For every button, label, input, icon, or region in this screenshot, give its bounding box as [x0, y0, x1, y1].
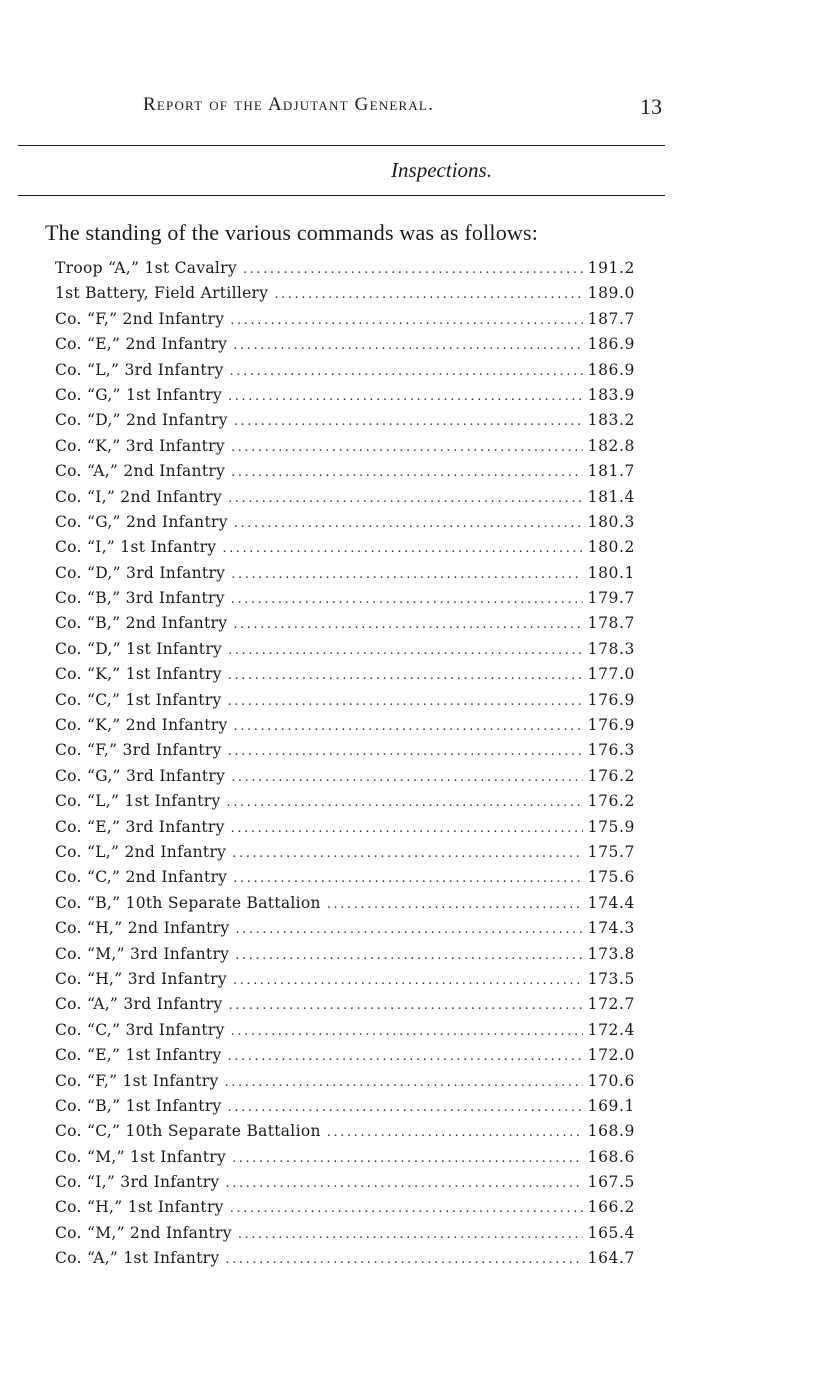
- dot-leader: [231, 460, 583, 485]
- command-score: 172.4: [587, 1020, 635, 1039]
- command-name: Co. “K,” 2nd Infantry: [55, 716, 228, 735]
- running-title: Report of the Adjutant General.: [143, 94, 435, 115]
- dot-leader: [274, 282, 583, 307]
- command-name: Troop “A,” 1st Cavalry: [55, 259, 237, 277]
- command-score: 176.2: [587, 766, 635, 785]
- command-name: Co. “D,” 3rd Infantry: [55, 563, 226, 582]
- command-score: 174.3: [587, 919, 635, 938]
- command-name: Co. “K,” 3rd Infantry: [55, 436, 225, 455]
- list-item: [55, 1246, 635, 1271]
- command-name: Co. “D,” 1st Infantry: [55, 639, 223, 658]
- dot-leader: [228, 689, 583, 714]
- list-item: [55, 408, 635, 433]
- dot-leader: [231, 562, 583, 587]
- dot-leader: [231, 587, 583, 612]
- list-item: [55, 713, 635, 738]
- command-score: 172.7: [587, 995, 635, 1014]
- dot-leader: [222, 536, 583, 561]
- list-item: [55, 688, 635, 713]
- command-name: Co. “C,” 1st Infantry: [55, 690, 222, 709]
- command-name: Co. “A,” 3rd Infantry: [55, 995, 223, 1014]
- list-item: [55, 764, 635, 789]
- command-score: 178.3: [587, 639, 635, 658]
- dot-leader: [234, 409, 583, 434]
- command-name: Co. “C,” 10th Separate Battalion: [55, 1122, 321, 1141]
- command-name: Co. “L,” 1st Infantry: [55, 792, 221, 811]
- dot-leader: [234, 714, 583, 739]
- command-score: 183.2: [587, 411, 635, 430]
- command-score: 181.7: [587, 462, 635, 481]
- command-name: Co. “I,” 3rd Infantry: [55, 1173, 220, 1192]
- command-name: Co. “E,” 1st Infantry: [55, 1046, 222, 1065]
- command-score: 165.4: [587, 1223, 635, 1242]
- standings-list: [55, 256, 635, 1272]
- command-score: 175.6: [587, 868, 635, 887]
- command-score: 179.7: [587, 589, 635, 608]
- list-item: [55, 1221, 635, 1246]
- command-name: Co. “F,” 2nd Infantry: [55, 309, 225, 328]
- command-name: Co. “M,” 2nd Infantry: [55, 1223, 232, 1242]
- command-name: Co. “K,” 1st Infantry: [55, 665, 222, 684]
- command-score: 186.9: [587, 360, 635, 379]
- command-score: 172.0: [587, 1046, 635, 1065]
- command-score: 186.9: [587, 335, 635, 354]
- dot-leader: [230, 359, 583, 384]
- dot-leader: [231, 765, 583, 790]
- dot-leader: [233, 333, 583, 358]
- command-score: 176.9: [587, 690, 635, 709]
- list-item: [55, 611, 635, 636]
- dot-leader: [327, 1120, 583, 1145]
- list-item: [55, 1195, 635, 1220]
- list-item: [55, 485, 635, 510]
- command-name: Co. “G,” 1st Infantry: [55, 385, 223, 404]
- list-item: [55, 1170, 635, 1195]
- dot-leader: [233, 968, 583, 993]
- command-score: 177.0: [587, 665, 635, 684]
- dot-leader: [228, 739, 583, 764]
- command-name: Co. “L,” 2nd Infantry: [55, 842, 227, 861]
- dot-leader: [228, 1095, 583, 1120]
- dot-leader: [228, 486, 583, 511]
- list-item: [55, 434, 635, 459]
- command-name: Co. “H,” 2nd Infantry: [55, 919, 230, 938]
- list-item: [55, 256, 635, 281]
- bottom-rule: [18, 195, 665, 196]
- command-name: Co. “I,” 2nd Infantry: [55, 487, 223, 506]
- dot-leader: [231, 1019, 583, 1044]
- command-score: 168.9: [587, 1122, 635, 1141]
- dot-leader: [231, 816, 583, 841]
- command-score: 167.5: [587, 1173, 635, 1192]
- command-name: Co. “D,” 2nd Infantry: [55, 411, 228, 430]
- command-score: 178.7: [587, 614, 635, 633]
- command-name: Co. “G,” 2nd Infantry: [55, 512, 228, 531]
- dot-leader: [229, 993, 583, 1018]
- dot-leader: [235, 917, 583, 942]
- dot-leader: [228, 638, 583, 663]
- list-item: [55, 1069, 635, 1094]
- command-score: 170.6: [587, 1071, 635, 1090]
- command-name: Co. “A,” 1st Infantry: [55, 1249, 220, 1268]
- dot-leader: [230, 1196, 583, 1221]
- list-item: [55, 992, 635, 1017]
- command-name: Co. “F,” 1st Infantry: [55, 1071, 219, 1090]
- command-score: 173.8: [587, 944, 635, 963]
- command-score: 166.2: [587, 1198, 635, 1217]
- dot-leader: [233, 612, 583, 637]
- list-item: [55, 332, 635, 357]
- command-score: 169.1: [587, 1096, 635, 1115]
- command-score: 176.2: [587, 792, 635, 811]
- list-item: [55, 1043, 635, 1068]
- command-name: Co. “B,” 2nd Infantry: [55, 614, 228, 633]
- command-score: 173.5: [587, 969, 635, 988]
- dot-leader: [225, 1171, 583, 1196]
- list-item: [55, 662, 635, 687]
- command-score: 187.7: [587, 309, 635, 328]
- list-item: [55, 281, 635, 306]
- list-item: [55, 789, 635, 814]
- list-item: [55, 535, 635, 560]
- top-rule: [18, 145, 665, 146]
- list-item: [55, 358, 635, 383]
- command-name: Co. “E,” 3rd Infantry: [55, 817, 225, 836]
- list-item: [55, 586, 635, 611]
- command-score: 175.7: [587, 842, 635, 861]
- list-item: [55, 1094, 635, 1119]
- command-score: 180.2: [587, 538, 635, 557]
- page-number: 13: [640, 94, 662, 119]
- list-item: [55, 637, 635, 662]
- command-name: 1st Battery, Field Artillery: [55, 284, 269, 303]
- dot-leader: [233, 866, 583, 891]
- command-name: Co. “A,” 2nd Infantry: [55, 462, 226, 481]
- command-name: Co. “H,” 1st Infantry: [55, 1198, 224, 1217]
- list-item: [55, 510, 635, 535]
- list-item: [55, 942, 635, 967]
- command-name: Co. “C,” 2nd Infantry: [55, 868, 228, 887]
- command-name: Co. “B,” 3rd Infantry: [55, 589, 225, 608]
- command-score: 164.7: [587, 1249, 635, 1268]
- command-score: 189.0: [587, 284, 635, 303]
- dot-leader: [225, 1070, 583, 1095]
- list-item: [55, 459, 635, 484]
- dot-leader: [327, 892, 583, 917]
- command-score: 180.1: [587, 563, 635, 582]
- section-title: Inspections.: [391, 158, 492, 182]
- dot-leader: [238, 1222, 583, 1247]
- command-name: Co. “B,” 1st Infantry: [55, 1096, 222, 1115]
- command-score: 181.4: [587, 487, 635, 506]
- command-score: 180.3: [587, 512, 635, 531]
- list-item: [55, 891, 635, 916]
- list-item: [55, 307, 635, 332]
- list-item: [55, 815, 635, 840]
- dot-leader: [234, 511, 583, 536]
- dot-leader: [225, 1247, 583, 1272]
- dot-leader: [228, 1044, 583, 1069]
- command-score: 168.6: [587, 1147, 635, 1166]
- list-item: [55, 1119, 635, 1144]
- dot-leader: [235, 943, 583, 968]
- command-name: Co. “H,” 3rd Infantry: [55, 969, 227, 988]
- command-name: Co. “I,” 1st Infantry: [55, 538, 217, 557]
- command-name: Co. “F,” 3rd Infantry: [55, 741, 222, 760]
- command-name: Co. “G,” 3rd Infantry: [55, 766, 226, 785]
- command-score: 176.9: [587, 716, 635, 735]
- dot-leader: [243, 257, 583, 282]
- command-name: Co. “B,” 10th Separate Battalion: [55, 893, 321, 912]
- command-name: Co. “E,” 2nd Infantry: [55, 335, 228, 354]
- dot-leader: [230, 308, 583, 333]
- dot-leader: [228, 384, 583, 409]
- list-item: [55, 865, 635, 890]
- list-item: [55, 1018, 635, 1043]
- list-item: [55, 967, 635, 992]
- command-score: 183.9: [587, 385, 635, 404]
- list-item: [55, 561, 635, 586]
- command-score: 175.9: [587, 817, 635, 836]
- command-score: 174.4: [587, 893, 635, 912]
- command-score: 176.3: [587, 741, 635, 760]
- command-score: 182.8: [587, 436, 635, 455]
- dot-leader: [231, 435, 583, 460]
- dot-leader: [232, 1146, 583, 1171]
- list-item: [55, 383, 635, 408]
- list-item: [55, 738, 635, 763]
- dot-leader: [227, 790, 583, 815]
- command-name: Co. “M,” 3rd Infantry: [55, 944, 230, 963]
- list-item: [55, 840, 635, 865]
- command-name: Co. “C,” 3rd Infantry: [55, 1020, 225, 1039]
- page-header: [0, 94, 823, 124]
- dot-leader: [228, 663, 583, 688]
- command-score: 191.2: [587, 259, 635, 277]
- command-name: Co. “M,” 1st Infantry: [55, 1147, 227, 1166]
- list-item: [55, 1145, 635, 1170]
- dot-leader: [232, 841, 583, 866]
- intro-text: The standing of the various commands was as follows:: [45, 220, 539, 245]
- list-item: [55, 916, 635, 941]
- command-name: Co. “L,” 3rd Infantry: [55, 360, 224, 379]
